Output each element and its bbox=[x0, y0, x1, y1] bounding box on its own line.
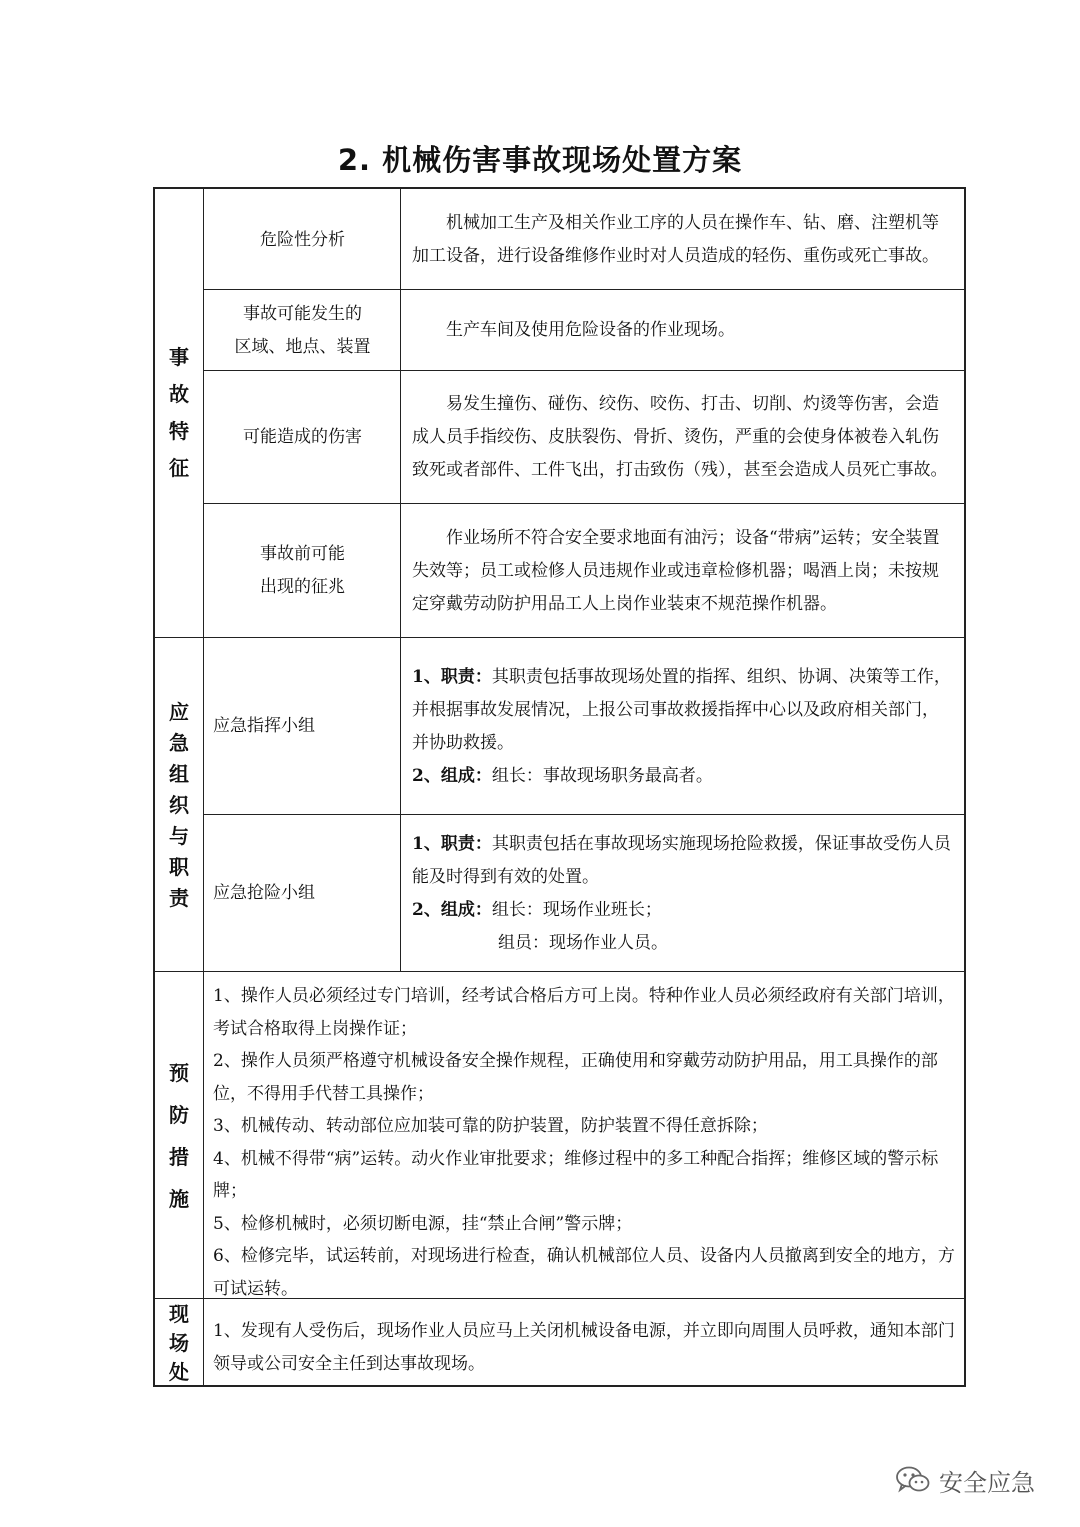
section-label-features: 事 故 特 征 bbox=[169, 345, 189, 480]
watermark-text: 安全应急 bbox=[939, 1468, 1035, 1497]
row-divider bbox=[203, 289, 966, 290]
row-label-warning-signs: 事故前可能 出现的征兆 bbox=[260, 544, 345, 597]
section-label-prevention: 预 防 措 施 bbox=[169, 1060, 189, 1211]
row-content-possible-injury bbox=[402, 372, 964, 503]
rescue-members: 组员：现场作业人员。 bbox=[498, 932, 668, 953]
row-label-rescue-group: 应急抢险小组 bbox=[213, 883, 315, 903]
possible-injury-text: 易发生撞伤、碰伤、绞伤、咬伤、打击、切削、灼烫等伤害，会造成人员手指绞伤、皮肤裂伤、骨折、烫伤，严重的会使身体被卷入轧伤致死或者部件、工件飞出，打击致伤（残），甚至会造成人员死亡事故。 bbox=[412, 394, 948, 480]
section-divider bbox=[155, 971, 966, 972]
watermark bbox=[895, 1460, 1035, 1500]
rescue-duty: 1、职责：其职责包括在事故现场实施现场抢险救援，保证事故受伤人员能及时得到有效的处置。 bbox=[412, 833, 951, 887]
list-item: 4、机械不得带“病”运转。动火作业审批要求；维修过程中的多工种配合指挥；维修区域的警示标牌； bbox=[213, 1148, 939, 1201]
list-item: 1、发现有人受伤后，现场作业人员应马上关闭机械设备电源，并立即向周围人员呼救，通知本部门领导或公司安全主任到达事故现场。 bbox=[213, 1321, 955, 1374]
list-item: 1、操作人员必须经过专门培训，经考试合格后方可上岗。特种作业人员必须经政府有关部门培训，考试合格取得上岗操作证； bbox=[213, 986, 955, 1039]
row-content-command-group bbox=[402, 639, 964, 814]
prevention-list bbox=[205, 980, 964, 1299]
label-column-divider bbox=[203, 189, 204, 1385]
row-label-command-group: 应急指挥小组 bbox=[213, 716, 315, 736]
section-label-org: 应 急 组 织 与 职 责 bbox=[169, 699, 189, 910]
section-label-onsite: 现 场 处 bbox=[169, 1302, 189, 1384]
location-text: 生产车间及使用危险设备的作业现场。 bbox=[446, 320, 735, 340]
rescue-composition: 2、组成：组长：现场作业班长； bbox=[412, 899, 662, 920]
content-column-divider bbox=[400, 189, 401, 971]
row-label-hazard-analysis: 危险性分析 bbox=[260, 229, 345, 250]
warning-signs-text: 作业场所不符合安全要求地面有油污；设备“带病”运转；安全装置失效等；员工或检修人员违规作业或违章检修机器；喝酒上岗；未按规定穿戴劳动防护用品工人上岗作业装束不规范操作机器。 bbox=[412, 527, 940, 614]
row-content-rescue-group bbox=[402, 816, 964, 971]
command-duty: 1、职责：其职责包括事故现场处置的指挥、组织、协调、决策等工作，并根据事故发展情况，上报公司事故救援指挥中心以及政府相关部门，并协助救援。 bbox=[412, 666, 951, 753]
list-item: 3、机械传动、转动部位应加装可靠的防护装置，防护装置不得任意拆除； bbox=[213, 1116, 768, 1136]
row-divider bbox=[203, 503, 966, 504]
hazard-analysis-text: 机械加工生产及相关作业工序的人员在操作车、钻、磨、注塑机等加工设备，进行设备维修作业时对人员造成的轻伤、重伤或死亡事故。 bbox=[412, 213, 939, 266]
list-item: 5、检修机械时，必须切断电源，挂“禁止合闸”警示牌； bbox=[213, 1213, 633, 1234]
row-label-location: 事故可能发生的 区域、地点、装置 bbox=[234, 303, 371, 357]
wechat-icon bbox=[895, 1465, 931, 1495]
row-content-location bbox=[402, 291, 964, 370]
row-label-possible-injury: 可能造成的伤害 bbox=[243, 427, 362, 447]
row-content-hazard-analysis bbox=[402, 191, 964, 289]
list-item: 6、检修完毕，试运转前，对现场进行检查，确认机械部位人员、设备内人员撤离到安全的地方，方可试运转。 bbox=[213, 1246, 955, 1299]
section-divider bbox=[155, 637, 966, 638]
command-composition: 2、组成：组长：事故现场职务最高者。 bbox=[412, 765, 713, 786]
row-divider bbox=[203, 370, 966, 371]
list-item: 2、操作人员须严格遵守机械设备安全操作规程，正确使用和穿戴劳动防护用品，用工具操作的部位，不得用手代替工具操作； bbox=[213, 1051, 938, 1104]
row-content-warning-signs bbox=[402, 505, 964, 637]
page-title: 2. 机械伤害事故现场处置方案 bbox=[337, 143, 743, 177]
row-divider bbox=[203, 814, 966, 815]
onsite-list bbox=[205, 1315, 964, 1383]
